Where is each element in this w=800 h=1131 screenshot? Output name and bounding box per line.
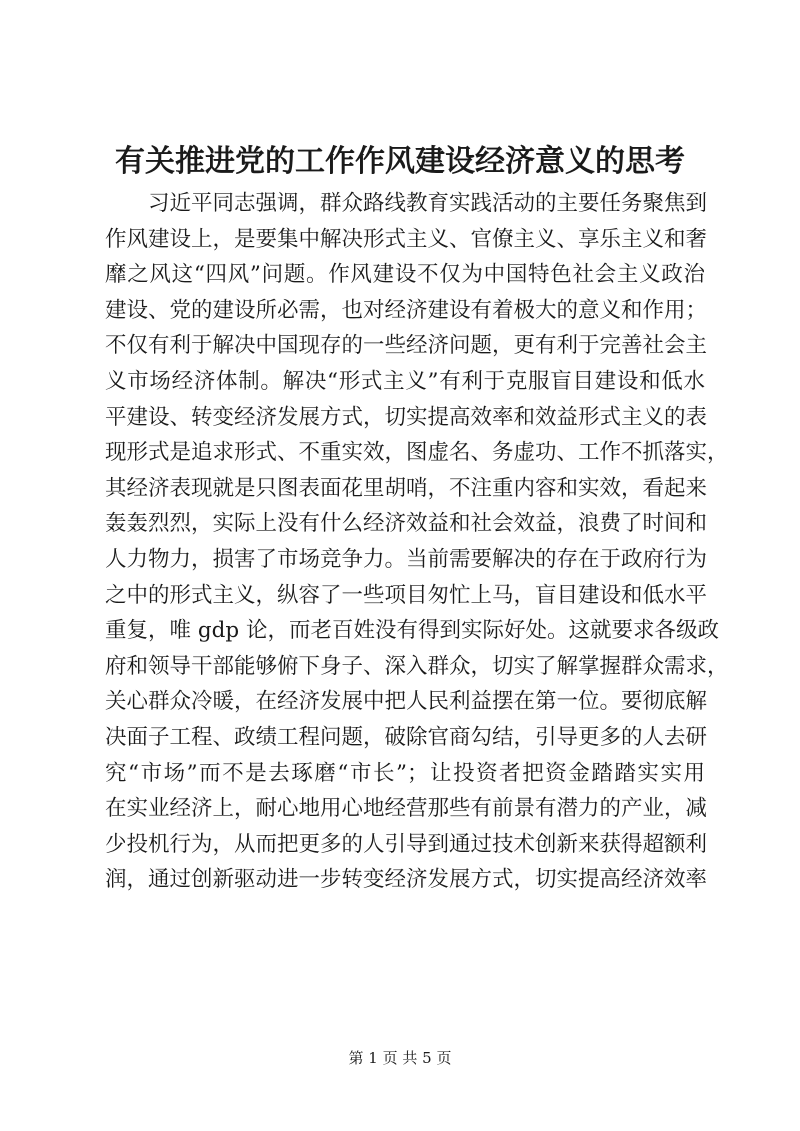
- paragraph-line: 关心群众冷暖，在经济发展中把人民利益摆在第一位。要彻底解: [105, 689, 708, 715]
- paragraph-line: 不仅有利于解决中国现存的一些经济问题，更有利于完善社会主: [105, 333, 708, 359]
- document-title: 有关推进党的工作作风建设经济意义的思考: [115, 144, 685, 179]
- paragraph-line: 其经济表现就是只图表面花里胡哨，不注重内容和实效，看起来: [105, 475, 708, 501]
- paragraph-line: 在实业经济上，耐心地用心地经营那些有前景有潜力的产业，减: [105, 796, 708, 822]
- paragraph-line: 平建设、转变经济发展方式，切实提高效率和效益形式主义的表: [105, 404, 708, 430]
- paragraph-line: 决面子工程、政绩工程问题，破除官商勾结，引导更多的人去研: [105, 724, 708, 750]
- paragraph-line: 少投机行为，从而把更多的人引导到通过技术创新来获得超额利: [105, 831, 708, 857]
- paragraph-line: 究“市场”而不是去琢磨“市长”；让投资者把资金踏踏实实用: [105, 760, 705, 786]
- paragraph-line: 现形式是追求形式、不重实效，图虚名、务虚功、工作不抓落实，: [105, 440, 729, 466]
- paragraph-line: 府和领导干部能够俯下身子、深入群众，切实了解掌握群众需求，: [105, 653, 729, 679]
- paragraph-line: 之中的形式主义，纵容了一些项目匆忙上马，盲目建设和低水平: [105, 582, 708, 608]
- paragraph-line: 靡之风这“四风”问题。作风建设不仅为中国特色社会主义政治: [105, 262, 705, 288]
- paragraph-line: 义市场经济体制。解决“形式主义”有利于克服盲目建设和低水: [105, 368, 705, 394]
- page-footer: 第 1 页 共 5 页: [348, 1049, 452, 1067]
- paragraph-line: 润，通过创新驱动进一步转变经济发展方式，切实提高经济效率: [105, 867, 708, 893]
- paragraph-line: 习近平同志强调，群众路线教育实践活动的主要任务聚焦到: [148, 191, 708, 216]
- paragraph-line: 轰轰烈烈，实际上没有什么经济效益和社会效益，浪费了时间和: [105, 511, 708, 537]
- paragraph-line: 建设、党的建设所必需，也对经济建设有着极大的意义和作用；: [105, 297, 708, 323]
- paragraph-line: 人力物力，损害了市场竞争力。当前需要解决的存在于政府行为: [105, 546, 708, 572]
- paragraph-line: 重复，唯 gdp 论，而老百姓没有得到实际好处。这就要求各级政: [105, 618, 719, 644]
- paragraph-line: 作风建设上，是要集中解决形式主义、官僚主义、享乐主义和奢: [105, 226, 708, 252]
- document-body: [105, 186, 729, 898]
